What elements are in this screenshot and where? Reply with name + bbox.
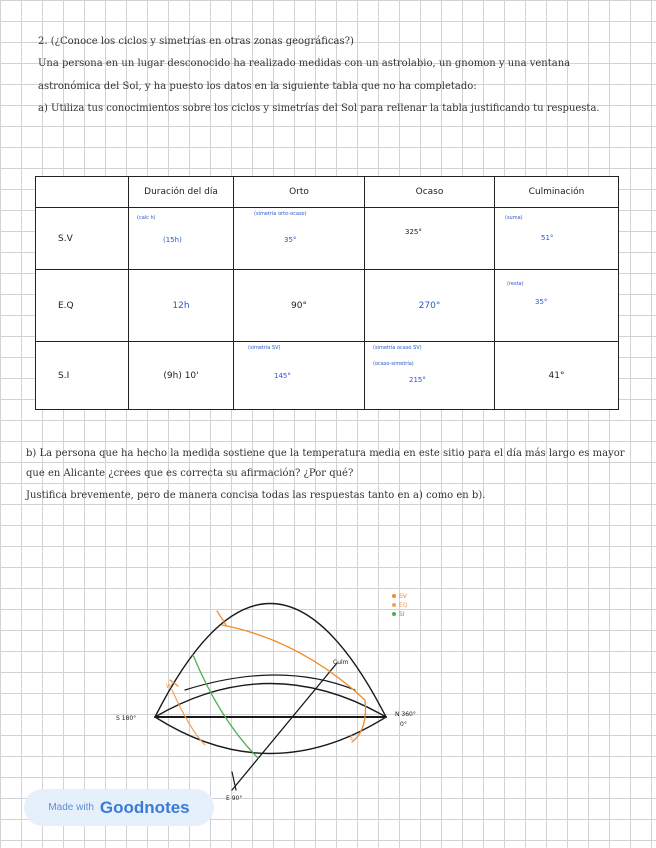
cell-duracion-sv <box>129 208 234 270</box>
polar-axis <box>232 663 337 790</box>
header-culminacion: Culminación <box>495 177 619 208</box>
note-orto-si: (simetría SV) <box>248 345 281 351</box>
question-title: 2. (¿Conoce los ciclos y simetrías en otras zonas geográficas?) <box>38 36 354 47</box>
horizon-front <box>155 717 386 754</box>
value-orto-si: 145° <box>274 372 291 380</box>
header-orto: Orto <box>234 177 365 208</box>
horizon-back <box>155 684 386 718</box>
badge-made-with: Made with <box>48 802 94 813</box>
note-culm-sv: (suma) <box>505 215 523 221</box>
question-part-a: a) Utiliza tus conocimientos sobre los ciclos y simetrías del Sol para rellenar la tabla justificando tu respuesta. <box>38 103 600 114</box>
table-corner-cell <box>36 177 129 208</box>
legend-eq: EQ <box>399 602 408 609</box>
row-label-si: S.I <box>36 342 129 410</box>
label-north: N 360° <box>395 711 416 718</box>
cell-duracion-eq: 12h <box>129 270 234 342</box>
path-si <box>172 690 205 745</box>
dome-outline <box>155 604 386 718</box>
table-row <box>36 208 619 270</box>
cell-duracion-si: (9h) 10' <box>129 342 234 410</box>
value-orto-sv: 35° <box>284 236 297 244</box>
value-duracion-sv: (15h) <box>163 236 182 244</box>
label-east: E <box>350 735 354 742</box>
part-b-line-3: Justifica brevemente, pero de manera concisa todas las respuestas tanto en a) como en b). <box>26 490 486 501</box>
row-label-eq: E.Q <box>36 270 129 342</box>
label-north-sub: 0° <box>400 721 407 728</box>
dome-tick-2 <box>170 680 178 686</box>
label-south: S 180° <box>116 715 137 722</box>
cell-ocaso-sv <box>365 208 495 270</box>
row-label-sv: S.V <box>36 208 129 270</box>
note-culm-eq: (resta) <box>507 281 524 287</box>
upper-band <box>185 675 355 690</box>
path-eq <box>193 655 258 758</box>
cell-ocaso-eq: 270° <box>365 270 495 342</box>
cell-culm-sv <box>495 208 619 270</box>
goodnotes-badge <box>24 789 214 826</box>
value-culm-eq: 35° <box>535 298 548 306</box>
note-orto-sv: (simetría orto-ocaso) <box>254 211 307 217</box>
part-b-line-1: b) La persona que ha hecho la medida sostiene que la temperatura media en este sitio para el día más largo es mayor <box>26 448 625 459</box>
note-duracion-sv: (calc h) <box>137 215 156 221</box>
axis-tick <box>232 772 236 790</box>
label-bottom: E 90° <box>226 795 243 802</box>
label-culm: Culm <box>333 659 349 666</box>
table-header-row <box>36 177 619 208</box>
badge-brand: Goodnotes <box>99 797 190 817</box>
label-west: W <box>166 683 172 690</box>
cell-culm-eq <box>495 270 619 342</box>
cell-orto-eq: 90° <box>234 270 365 342</box>
header-duracion: Duración del día <box>129 177 234 208</box>
legend-sv: SV <box>399 593 407 600</box>
table-row <box>36 270 619 342</box>
value-culm-sv: 51° <box>541 234 554 242</box>
note-ocaso-si: (simetría ocaso SV) <box>373 345 422 351</box>
value-ocaso-si: 215° <box>409 376 426 384</box>
table-row <box>36 342 619 410</box>
legend-si: SI <box>399 611 405 618</box>
path-sv <box>222 625 365 742</box>
cell-orto-sv <box>234 208 365 270</box>
header-ocaso: Ocaso <box>365 177 495 208</box>
sun-table <box>35 176 619 410</box>
cell-culm-si: 41° <box>495 342 619 410</box>
cell-orto-si <box>234 342 365 410</box>
value-ocaso-sv: 325° <box>405 228 422 236</box>
dome-tick-1 <box>217 611 226 625</box>
cell-ocaso-si <box>365 342 495 410</box>
note-ocaso-si-2: (ocaso-simetría) <box>373 361 414 367</box>
part-b-line-2: que en Alicante ¿crees que es correcta su afirmación? ¿Por qué? <box>26 468 354 479</box>
question-intro-1: Una persona en un lugar desconocido ha realizado medidas con un astrolabio, un gnomon y una ventana <box>38 58 571 69</box>
question-intro-2: astronómica del Sol, y ha puesto los datos en la siguiente tabla que no ha completado: <box>38 81 477 92</box>
